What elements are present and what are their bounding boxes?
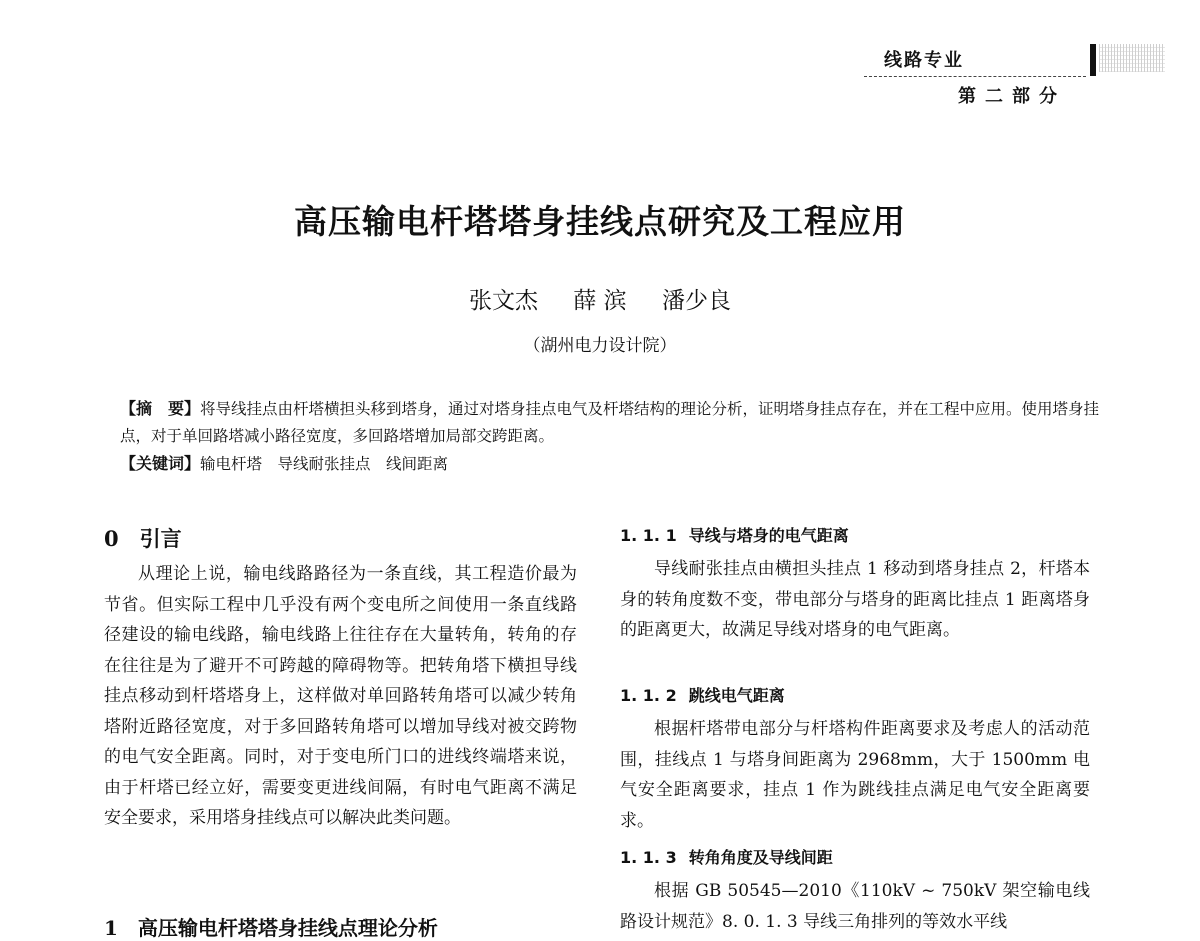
keywords-text: 输电杆塔 导线耐张挂点 线间距离 — [200, 455, 449, 473]
paper-title: 高压输电杆塔塔身挂线点研究及工程应用 — [294, 202, 906, 241]
header-texture-block — [1099, 44, 1165, 72]
subsection-111-paragraph: 导线耐张挂点由横担头挂点 1 移动到塔身挂点 2，杆塔本身的转角度数不变，带电部分与塔身的距离比挂点 1 距离塔身的距离更大，故满足导线对塔身的电气距离。 — [620, 559, 1090, 640]
subsection-112-body — [620, 714, 1090, 836]
author-list — [0, 282, 1200, 315]
subsection-111-title: 导线与塔身的电气距离 — [688, 526, 849, 545]
keywords-line — [80, 450, 1110, 478]
header-black-bar — [1090, 44, 1096, 76]
section-0-heading: 0 引言 — [104, 526, 182, 551]
subsection-112-heading — [620, 683, 785, 706]
subsection-111-heading — [620, 523, 849, 546]
subsection-111-number: 1. 1. 1 — [620, 526, 677, 545]
subsection-112-paragraph: 根据杆塔带电部分与杆塔构件距离要求及考虑人的活动范围，挂线点 1 与塔身间距离为 2968mm，大于 1500mm 电气安全距离要求，挂点 1 作为跳线挂点满足电气安全距离要求。 — [620, 719, 1090, 831]
subsection-112-title: 跳线电气距离 — [688, 686, 785, 705]
subsection-113-number: 1. 1. 3 — [620, 848, 677, 867]
subsection-112-number: 1. 1. 2 — [620, 686, 677, 705]
section-1-heading: 1 高压输电杆塔塔身挂线点理论分析 — [104, 916, 438, 940]
running-header-top: 线路专业 — [884, 50, 964, 71]
subsection-111-body — [620, 554, 1090, 646]
author-2: 薛 滨 — [573, 288, 627, 314]
abstract-label: 【摘 要】 — [120, 399, 201, 418]
abstract-text: 将导线挂点由杆塔横担头移到塔身，通过对塔身挂点电气及杆塔结构的理论分析，证明塔身挂点存在，并在工程中应用。使用塔身挂点，对于单回路塔减小路径宽度，多回路塔增加局部交跨距离。 — [120, 400, 1100, 445]
abstract-paragraph — [80, 395, 1110, 450]
subsection-113-paragraph: 根据 GB 50545—2010《110kV ~ 750kV 架空输电线路设计规范》8. 0. 1. 3 导线三角排列的等效水平线 — [620, 881, 1090, 932]
abstract-block — [80, 395, 1110, 478]
running-header-bottom: 第二部分 — [958, 86, 1066, 107]
subsection-113-heading — [620, 845, 833, 868]
subsection-113-body — [620, 876, 1090, 937]
intro-body — [104, 559, 577, 834]
intro-paragraph: 从理论上说，输电线路路径为一条直线，其工程造价最为节省。但实际工程中几乎没有两个变电所之间使用一条直线路径建设的输电线路，输电线路上往往存在大量转角，转角的存在往往是为了避开不可跨越的障碍物等。把转角塔下横担导线挂点移动到杆塔塔身上，这样做对单回路转角塔可以减少转角塔附近路径宽度，对于多回路转角塔可以增加导线对被交跨物的电气安全距离。同时，对于变电所门口的进线终端塔来说，由于杆塔已经立好，需要变更进线间隔，有时电气距离不满足安全要求，采用塔身挂线点可以解决此类问题。 — [104, 564, 577, 828]
affiliation: （湖州电力设计院） — [523, 336, 677, 356]
author-1: 张文杰 — [469, 288, 539, 314]
author-3: 潘少良 — [661, 288, 731, 314]
keywords-label: 【关键词】 — [120, 454, 201, 473]
header-divider — [864, 76, 1086, 77]
subsection-113-title: 转角角度及导线间距 — [688, 848, 833, 867]
